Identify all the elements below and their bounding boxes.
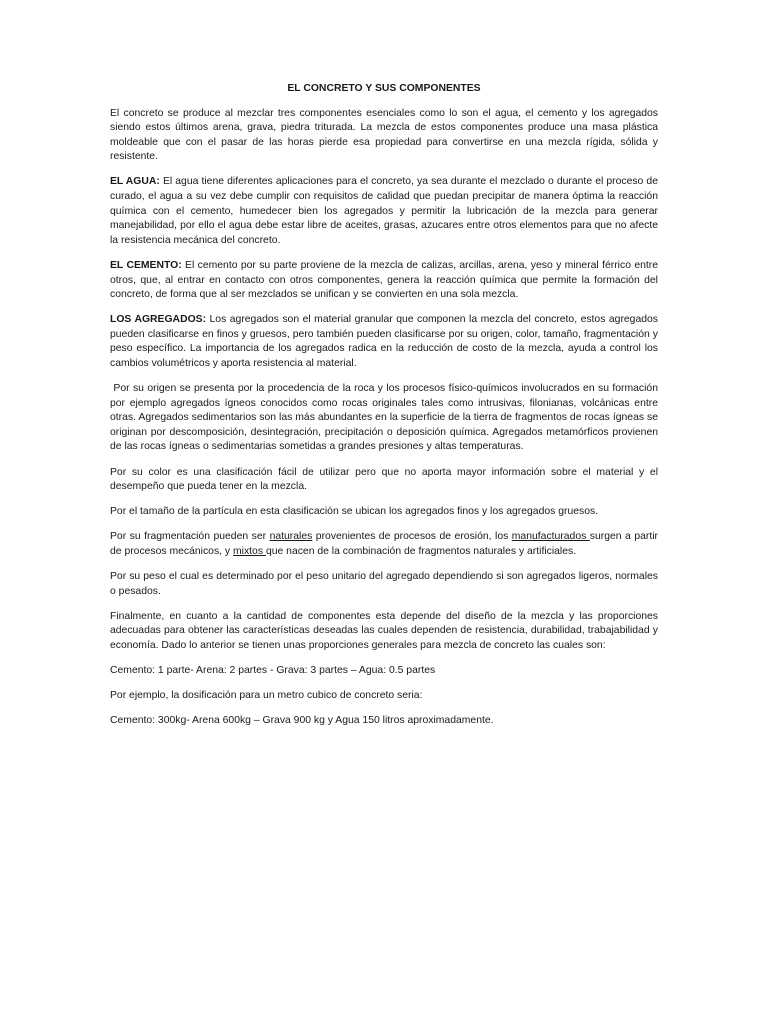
cemento-paragraph (110, 259, 658, 303)
origen-paragraph: Por su origen se presenta por la procedencia de la roca y los procesos físico-químicos involucrados en su formación por ejemplo agregados ígneos conocidos como rocas originales tales como intrusivas, filonianas, volcánicas entre otras. Agregados sedimentarios son las más abundantes en la superficie de la tierra de fragmentos de rocas ígneas se originan por descomposición, desintegración, precipitación o deposición química. Agregados metamórficos provienen de las rocas ígneas o sedimentarias sometidas a grandes presiones y altas temperaturas. (110, 383, 661, 453)
fragmentacion-text-1: Por su fragmentación pueden ser (110, 531, 270, 543)
fragmentacion-text-3: surgen a partir de procesos mecánicos, y (110, 531, 661, 557)
agua-paragraph (110, 175, 658, 248)
cemento-text: El cemento por su parte proviene de la mezcla de calizas, arcillas, arena, yeso y mineral férrico entre otros, que, al entrar en contacto con otros componentes, genera la reacción química que permite la formación del concreto, de forma que al ser mezclados se unifican y se convierten en una sola mezcla. (110, 259, 659, 301)
peso-paragraph: Por su peso el cual es determinado por el peso unitario del agregado dependiendo si son agregados ligeros, normales o pesados. (110, 571, 658, 597)
document-page (110, 82, 661, 739)
final-paragraph: Finalmente, en cuanto a la cantidad de componentes esta depende del diseño de la mezcla y las proporciones adecuadas para obtener las características deseadas las cuales dependen de resistencia, durabilidad, trabajabilidad y economía. Dado lo anterior se tienen unas proporciones generales para mezcla de concreto las cuales son: (110, 610, 658, 651)
fragmentacion-text-4: que nacen de la combinación de fragmentos naturales y artificiales. (265, 545, 577, 557)
mixtos-term: mixtos (233, 545, 266, 557)
document-title: EL CONCRETO Y SUS COMPONENTES (287, 83, 481, 94)
ejemplo-line: Por ejemplo, la dosificación para un metro cubico de concreto seria: (110, 690, 423, 702)
agregados-paragraph (110, 313, 658, 371)
tamano-paragraph: Por el tamaño de la partícula en esta clasificación se ubican los agregados finos y los agregados gruesos. (110, 506, 599, 518)
agregados-text: Los agregados son el material granular que componen la mezcla del concreto, estos agregados pueden clasificarse en finos y gruesos, pero también pueden clasificarse por su origen, color, tamaño, fragmentación y peso específico. La importancia de los agregados radica en la reducción de costo de la mezcla, ayuda a control los cambios volumétricos y aporta resistencia al material. (110, 314, 658, 369)
agregados-heading: LOS AGREGADOS: (110, 314, 207, 326)
agua-heading: EL AGUA: (110, 176, 160, 188)
dosificacion-line: Cemento: 300kg- Arena 600kg – Grava 900 kg y Agua 150 litros aproximadamente. (110, 715, 494, 727)
agua-text: El agua tiene diferentes aplicaciones para el concreto, ya sea durante el mezclado o durante el proceso de curado, el agua a su vez debe cumplir con requisitos de calidad que puedan precipitar de manera óptima la reacción química con el cemento, humedecer bien los agregados y permitir la lubricación de la mezcla para generar manejabilidad, por ello el agua debe estar libre de aceites, grasas, azucares entre otros elementos para que no afecte la resistencia mecánica del concreto. (110, 176, 658, 246)
manufacturados-term: manufacturados (511, 531, 590, 543)
intro-paragraph: El concreto se produce al mezclar tres componentes esenciales como lo son el agua, el cemento y los agregados siendo estos últimos arena, grava, piedra triturada. La mezcla de estos componentes produce una masa plástica moldeable que con el pasar de las horas pierde esa propiedad para convertirse en una mezcla rígida, sólida y resistente. (110, 107, 658, 163)
fragmentacion-paragraph (110, 530, 661, 559)
color-paragraph: Por su color es una clasificación fácil de utilizar pero que no aporta mayor información sobre el material y el desempeño que pueda tener en la mezcla. (110, 466, 658, 493)
naturales-term: naturales (269, 531, 313, 543)
fragmentacion-text-2: provenientes de procesos de erosión, los (312, 531, 512, 543)
cemento-heading: EL CEMENTO: (110, 259, 182, 271)
proporciones-line: Cemento: 1 parte- Arena: 2 partes - Grava: 3 partes – Agua: 0.5 partes (110, 665, 436, 676)
